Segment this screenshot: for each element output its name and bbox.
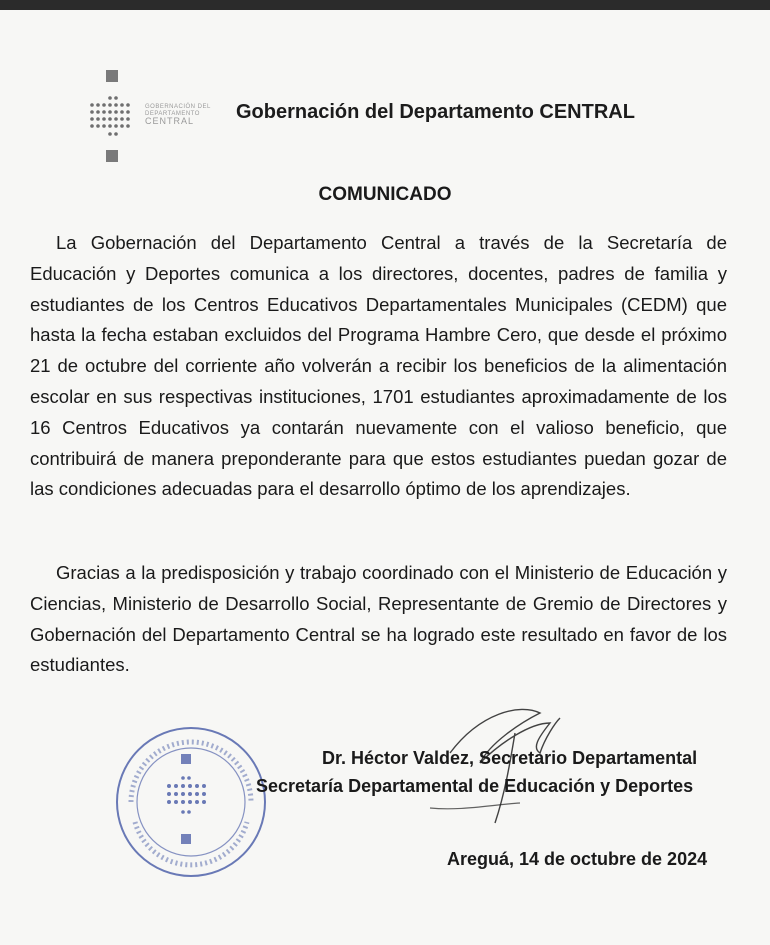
top-edge-bar — [0, 0, 770, 10]
place-and-date: Areguá, 14 de octubre de 2024 — [447, 849, 708, 869]
body-paragraph-1: La Gobernación del Departamento Central a través de la Secretaría de Educación y Deportes comunica a los directores, docentes, padres de familia y estudiantes de los Centros Educativos Departamentales Municipales (CEDM) que hasta la fecha estaban excluidos del Programa Hambre Cero, que desde el próximo 21 de octubre del corriente año volverán a recibir los beneficios de la alimentación escolar en sus respectivas instituciones, 1701 estudiantes aproximadamente de los 16 Centros Educativos ya contarán nuevamente con el valioso beneficio, que contribuirá de manera preponderante para que estos estudiantes puedan gozar de las condiciones adecuadas para el desarrollo óptimo de los aprendizajes. — [30, 232, 727, 500]
body-paragraph-2: Gracias a la predisposición y trabajo coordinado con el Ministerio de Educación y Ciencias, Ministerio de Desarrollo Social, Representante de Gremio de Directores y Gobernación del Departamento Central se ha logrado este resultado en favor de los estudiantes. — [30, 562, 727, 676]
document-title: COMUNICADO — [318, 184, 452, 205]
signatory-name: Dr. Héctor Valdez, Secretario Departamental — [322, 748, 698, 768]
logo-wordmark — [145, 104, 215, 125]
logo-line-3: CENTRAL — [145, 116, 195, 126]
logo-line-2: DEPARTAMENTO — [145, 111, 200, 117]
header-title: Gobernación del Departamento CENTRAL — [236, 101, 635, 123]
signatory-department: Secretaría Departamental de Educación y Deportes — [256, 776, 694, 796]
official-stamp-icon — [111, 722, 271, 882]
logo-line-1: GOBERNACIÓN DEL — [145, 104, 211, 110]
